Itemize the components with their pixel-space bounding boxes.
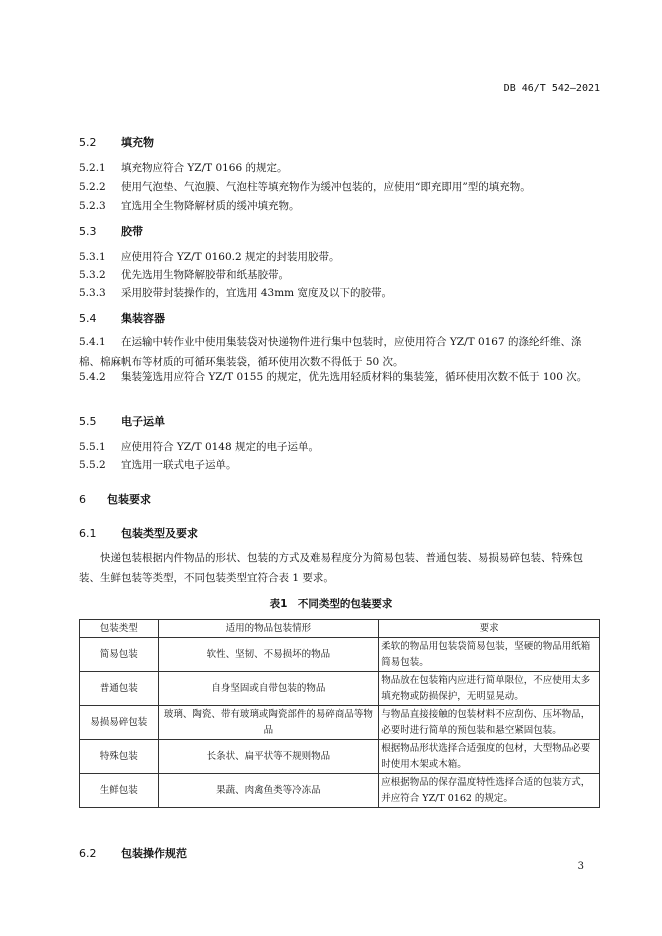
clause-number: 5.5.1: [79, 441, 106, 453]
table-cell-scenario: 果蔬、肉禽鱼类等冷冻品: [158, 774, 379, 808]
table-caption: 表1 不同类型的包装要求: [269, 598, 393, 610]
clause-number: 5.4.2: [79, 371, 106, 383]
table-cell-requirement: 物品放在包装箱内应进行简单限位，不应使用太多填充物或防损保护，无明显晃动。: [379, 672, 600, 706]
clause-number: 5.2.3: [79, 200, 106, 212]
clause-number: 5.2.1: [79, 162, 106, 174]
clause-number: 5.4.1: [79, 336, 106, 348]
table-header-cell: 要求: [379, 620, 600, 638]
section-heading-5-5: [79, 413, 165, 429]
clause-5-2-2: [79, 179, 531, 194]
clause-text: 应使用符合 YZ/T 0148 规定的电子运单。: [121, 441, 320, 453]
body-paragraph: 快递包装根据内件物品的形状、包装的方式及难易程度分为简易包装、普通包装、易损易碎包装、特殊包装、生鲜包装等类型，不同包装类型宜符合表 1 要求。: [79, 552, 583, 584]
section-number: 6.1: [79, 527, 97, 540]
table-cell-scenario: 长条状、扁平状等不规则物品: [158, 740, 379, 774]
section-title: 集装容器: [121, 312, 165, 325]
section-number: 5.5: [79, 415, 97, 428]
section-title: 包装类型及要求: [121, 527, 198, 540]
clause-text: 宜选用全生物降解材质的缓冲填充物。: [121, 200, 300, 212]
clause-text: 宜选用一联式电子运单。: [121, 459, 237, 471]
table-cell-requirement: 应根据物品的保存温度特性选择合适的包装方式，并应符合 YZ/T 0162 的规定。: [379, 774, 600, 808]
section-heading-6: [79, 491, 151, 507]
section-number: 5.3: [79, 225, 97, 238]
clause-text: 在运输中转作业中使用集装袋对快递物件进行集中包装时，应使用符合 YZ/T 0167 的涤纶纤维、涤棉、棉麻帆布等材质的可循环集装袋，循环使用次数不得低于 50 次。: [79, 336, 582, 368]
table-cell-requirement: 与物品直接接触的包装材料不应刮伤、压坏物品，必要时进行简单的预包装和悬空紧固包装。: [379, 706, 600, 740]
clause-text: 采用胶带封装操作的，宜选用 43mm 宽度及以下的胶带。: [121, 287, 392, 299]
clause-5-3-3: [79, 285, 392, 300]
clause-5-3-1: [79, 249, 340, 264]
table-row: [80, 638, 600, 672]
table-cell-type: 普通包装: [80, 672, 159, 706]
table-row: [80, 672, 600, 706]
clause-number: 5.3.2: [79, 269, 106, 281]
clause-5-3-2: [79, 267, 289, 282]
section-title: 包装要求: [107, 493, 151, 506]
table-header-cell: 适用的物品包装情形: [158, 620, 379, 638]
clause-number: 5.5.2: [79, 459, 106, 471]
table-cell-type: 易损易碎包装: [80, 706, 159, 740]
clause-text: 使用气泡垫、气泡膜、气泡柱等填充物作为缓冲包装的，应使用“即充即用”型的填充物。: [121, 181, 531, 193]
table-cell-scenario: 自身坚固或自带包装的物品: [158, 672, 379, 706]
section-title: 填充物: [121, 136, 154, 149]
clause-text: 应使用符合 YZ/T 0160.2 规定的封装用胶带。: [121, 251, 340, 263]
clause-text: 优先选用生物降解胶带和纸基胶带。: [121, 269, 289, 281]
section-heading-6-2: [79, 845, 187, 861]
table-cell-scenario: 玻璃、陶瓷、带有玻璃或陶瓷部件的易碎商品等物品: [158, 706, 379, 740]
clause-5-2-3: [79, 198, 300, 213]
section-heading-6-1: [79, 525, 198, 541]
section-number: 6: [79, 493, 86, 506]
clause-number: 5.2.2: [79, 181, 106, 193]
section-title: 包装操作规范: [121, 847, 187, 860]
clause-5-5-2: [79, 457, 237, 472]
table-cell-type: 特殊包装: [80, 740, 159, 774]
section-number: 6.2: [79, 847, 97, 860]
table-header-row: [80, 620, 600, 638]
table-row: [80, 774, 600, 808]
clause-5-4-1: [79, 332, 600, 372]
table-row: [80, 706, 600, 740]
clause-5-5-1: [79, 439, 319, 454]
section-number: 5.2: [79, 136, 97, 149]
doc-code: DB 46/T 542—2021: [503, 83, 600, 94]
table-cell-requirement: 根据物品形状选择合适强度的包材，大型物品必要时使用木架或木箱。: [379, 740, 600, 774]
clause-5-4-2: [79, 367, 600, 387]
clause-5-2-1: [79, 160, 288, 175]
table-cell-scenario: 软性、坚韧、不易损坏的物品: [158, 638, 379, 672]
table-cell-type: 生鲜包装: [80, 774, 159, 808]
table-header-cell: 包装类型: [80, 620, 159, 638]
section-number: 5.4: [79, 312, 97, 325]
packaging-requirements-table: [79, 619, 600, 808]
section-title: 胶带: [121, 225, 143, 238]
page-number: 3: [577, 861, 584, 872]
section-title: 电子运单: [121, 415, 165, 428]
section-heading-5-3: [79, 223, 143, 239]
clause-number: 5.3.1: [79, 251, 106, 263]
clause-text: 填充物应符合 YZ/T 0166 的规定。: [121, 162, 288, 174]
table-row: [80, 740, 600, 774]
clause-number: 5.3.3: [79, 287, 106, 299]
table-cell-type: 简易包装: [80, 638, 159, 672]
section-heading-5-4: [79, 310, 165, 326]
clause-text: 集装笼选用应符合 YZ/T 0155 的规定，优先选用轻质材料的集装笼，循环使用次数不低于 100 次。: [121, 371, 588, 383]
section-heading-5-2: [79, 134, 154, 150]
table-cell-requirement: 柔软的物品用包装袋简易包装，坚硬的物品用纸箱简易包装。: [379, 638, 600, 672]
